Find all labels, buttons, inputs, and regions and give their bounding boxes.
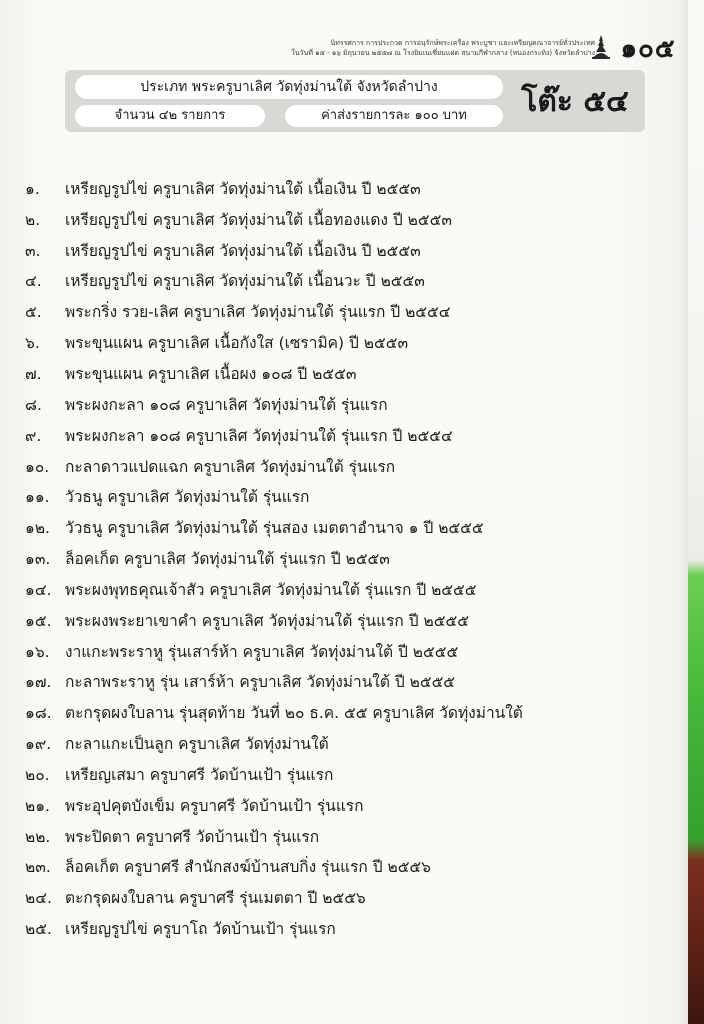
item-number: ๖. xyxy=(25,334,40,353)
item-number: ๕. xyxy=(25,303,42,322)
list-item xyxy=(25,790,685,821)
item-text: วัวธนู ครูบาเลิศ วัดทุ่งม่านใต้ รุ่นสอง เมตตาอำนาจ ๑ ปี ๒๕๕๕ xyxy=(65,519,484,538)
temple-emblem-icon xyxy=(590,34,612,60)
item-number: ๘. xyxy=(25,395,42,414)
category-title: ประเภท พระครูบาเลิศ วัดทุ่งม่านใต้ จังหวัดลำปาง xyxy=(75,75,503,99)
item-count-label: จำนวน ๔๒ รายการ xyxy=(75,105,265,127)
item-text: งาแกะพระราหู รุ่นเสาร์ห้า ครูบาเลิศ วัดทุ่งม่านใต้ ปี ๒๕๕๕ xyxy=(65,642,459,661)
item-number: ๒๓. xyxy=(25,858,51,877)
item-text: กะลาพระราหู รุ่น เสาร์ห้า ครูบาเลิศ วัดทุ่งม่านใต้ ปี ๒๕๕๕ xyxy=(65,673,456,692)
item-number: ๒๐. xyxy=(25,765,50,784)
item-number: ๑๔. xyxy=(25,580,52,599)
list-item xyxy=(25,296,685,327)
list-item xyxy=(25,173,685,204)
item-number: ๑๑. xyxy=(25,488,50,507)
item-text: กะลาแกะเป็นลูก ครูบาเลิศ วัดทุ่งม่านใต้ xyxy=(65,735,329,754)
item-text: พระขุนแผน ครูบาเลิศ เนื้อผง ๑๐๘ ปี ๒๕๕๓ xyxy=(65,364,357,383)
list-item xyxy=(25,451,685,482)
list-item xyxy=(25,481,685,512)
list-item xyxy=(25,913,685,944)
list-item xyxy=(25,327,685,358)
item-number: ๒๑. xyxy=(25,796,50,815)
item-number: ๒๒. xyxy=(25,827,51,846)
list-item xyxy=(25,667,685,698)
header-caption-line2: ในวันที่ ๑๕ - ๑๖ มิถุนายน ๒๕๕๗ ณ โรงยิมเนเซี่ยมแฝด สนามกีฬากลาง (หนองกระทิง) จังหวัดลำปาง xyxy=(291,49,595,57)
item-number: ๒. xyxy=(25,210,41,229)
list-item xyxy=(25,389,685,420)
list-item xyxy=(25,358,685,389)
item-text: พระผงพุทธคุณเจ้าสัว ครูบาเลิศ วัดทุ่งม่านใต้ รุ่นแรก ปี ๒๕๕๕ xyxy=(65,580,477,599)
page-edge-shadow xyxy=(678,0,688,1024)
item-text: พระขุนแผน ครูบาเลิศ เนื้อกังใส (เซรามิค) ปี ๒๕๕๓ xyxy=(65,334,409,353)
list-item xyxy=(25,759,685,790)
item-list xyxy=(25,173,685,944)
item-text: พระผงกะลา ๑๐๘ ครูบาเลิศ วัดทุ่งม่านใต้ รุ่นแรก ปี ๒๕๕๔ xyxy=(65,426,453,445)
item-number: ๑๖. xyxy=(25,642,50,661)
item-number: ๙. xyxy=(25,426,42,445)
item-number: ๑๗. xyxy=(25,673,52,692)
item-text: พระอุปคุตบังเข็ม ครูบาศรี วัดบ้านเป้า รุ่นแรก xyxy=(65,796,364,815)
table-number-label: โต๊ะ ๕๔ xyxy=(521,84,629,119)
item-text: พระปิดตา ครูบาศรี วัดบ้านเป้า รุ่นแรก xyxy=(65,827,320,846)
item-number: ๑๓. xyxy=(25,550,51,569)
item-text: ล็อคเก็ต ครูบาเลิศ วัดทุ่งม่านใต้ รุ่นแรก ปี ๒๕๕๓ xyxy=(65,550,390,569)
list-item xyxy=(25,636,685,667)
item-text: ตะกรุดผงใบลาน ครูบาศรี รุ่นเมตตา ปี ๒๕๕๖ xyxy=(65,889,366,908)
item-text: พระกริ่ง รวย-เลิศ ครูบาเลิศ วัดทุ่งม่านใต้ รุ่นแรก ปี ๒๕๕๔ xyxy=(65,303,451,322)
item-number: ๒๕. xyxy=(25,920,52,939)
book-edge-strip xyxy=(688,0,704,1024)
entry-fee-label: ค่าส่งรายการละ ๑๐๐ บาท xyxy=(285,105,503,127)
item-text: เหรียญเสมา ครูบาศรี วัดบ้านเป้า รุ่นแรก xyxy=(65,765,334,784)
item-text: ตะกรุดผงใบลาน รุ่นสุดท้าย วันที่ ๒๐ ธ.ค. ๕๕ ครูบาเลิศ วัดทุ่งม่านใต้ xyxy=(65,704,523,723)
item-text: วัวธนู ครูบาเลิศ วัดทุ่งม่านใต้ รุ่นแรก xyxy=(65,488,310,507)
item-text: เหรียญรูปไข่ ครูบาเลิศ วัดทุ่งม่านใต้ เนื้อเงิน ปี ๒๕๕๓ xyxy=(65,179,421,198)
item-text: ล็อคเก็ต ครูบาศรี สำนักสงฆ์บ้านสบกิ่ง รุ่นแรก ปี ๒๕๕๖ xyxy=(65,858,432,877)
list-item xyxy=(25,882,685,913)
list-item xyxy=(25,728,685,759)
item-number: ๑๒. xyxy=(25,519,50,538)
list-item xyxy=(25,821,685,852)
list-item xyxy=(25,605,685,636)
header-caption xyxy=(255,38,595,58)
header-caption-line1: นิทรรศการ การประกวด การอนุรักษ์พระเครื่อง พระบูชา และเหรียญคณาจารย์ทั่วประเทศ xyxy=(330,39,595,47)
item-number: ๑๐. xyxy=(25,457,50,476)
item-text: เหรียญรูปไข่ ครูบาเลิศ วัดทุ่งม่านใต้ เนื้อเงิน ปี ๒๕๕๓ xyxy=(65,241,421,260)
item-text: เหรียญรูปไข่ ครูบาเลิศ วัดทุ่งม่านใต้ เนื้อนวะ ปี ๒๕๕๓ xyxy=(65,272,425,291)
item-text: เหรียญรูปไข่ ครูบาโถ วัดบ้านเป้า รุ่นแรก xyxy=(65,920,336,939)
item-text: กะลาดาวแปดแฉก ครูบาเลิศ วัดทุ่งม่านใต้ รุ่นแรก xyxy=(65,457,396,476)
item-text: พระผงพระยาเขาคำ ครูบาเลิศ วัดทุ่งม่านใต้ รุ่นแรก ปี ๒๕๕๕ xyxy=(65,611,469,630)
item-number: ๑๙. xyxy=(25,735,52,754)
item-number: ๔. xyxy=(25,272,42,291)
list-item xyxy=(25,574,685,605)
list-item xyxy=(25,420,685,451)
item-text: พระผงกะลา ๑๐๘ ครูบาเลิศ วัดทุ่งม่านใต้ รุ่นแรก xyxy=(65,395,388,414)
list-item xyxy=(25,266,685,297)
list-item xyxy=(25,697,685,728)
list-item xyxy=(25,543,685,574)
item-number: ๑. xyxy=(25,179,40,198)
list-item xyxy=(25,852,685,883)
item-text: เหรียญรูปไข่ ครูบาเลิศ วัดทุ่งม่านใต้ เนื้อทองแดง ปี ๒๕๕๓ xyxy=(65,210,452,229)
item-number: ๓. xyxy=(25,241,41,260)
item-number: ๑๕. xyxy=(25,611,52,630)
list-item xyxy=(25,235,685,266)
list-item xyxy=(25,512,685,543)
page-number: ๑๐๕ xyxy=(620,34,676,64)
item-number: ๒๔. xyxy=(25,889,52,908)
item-number: ๑๘. xyxy=(25,704,52,723)
item-number: ๗. xyxy=(25,364,42,383)
list-item xyxy=(25,204,685,235)
